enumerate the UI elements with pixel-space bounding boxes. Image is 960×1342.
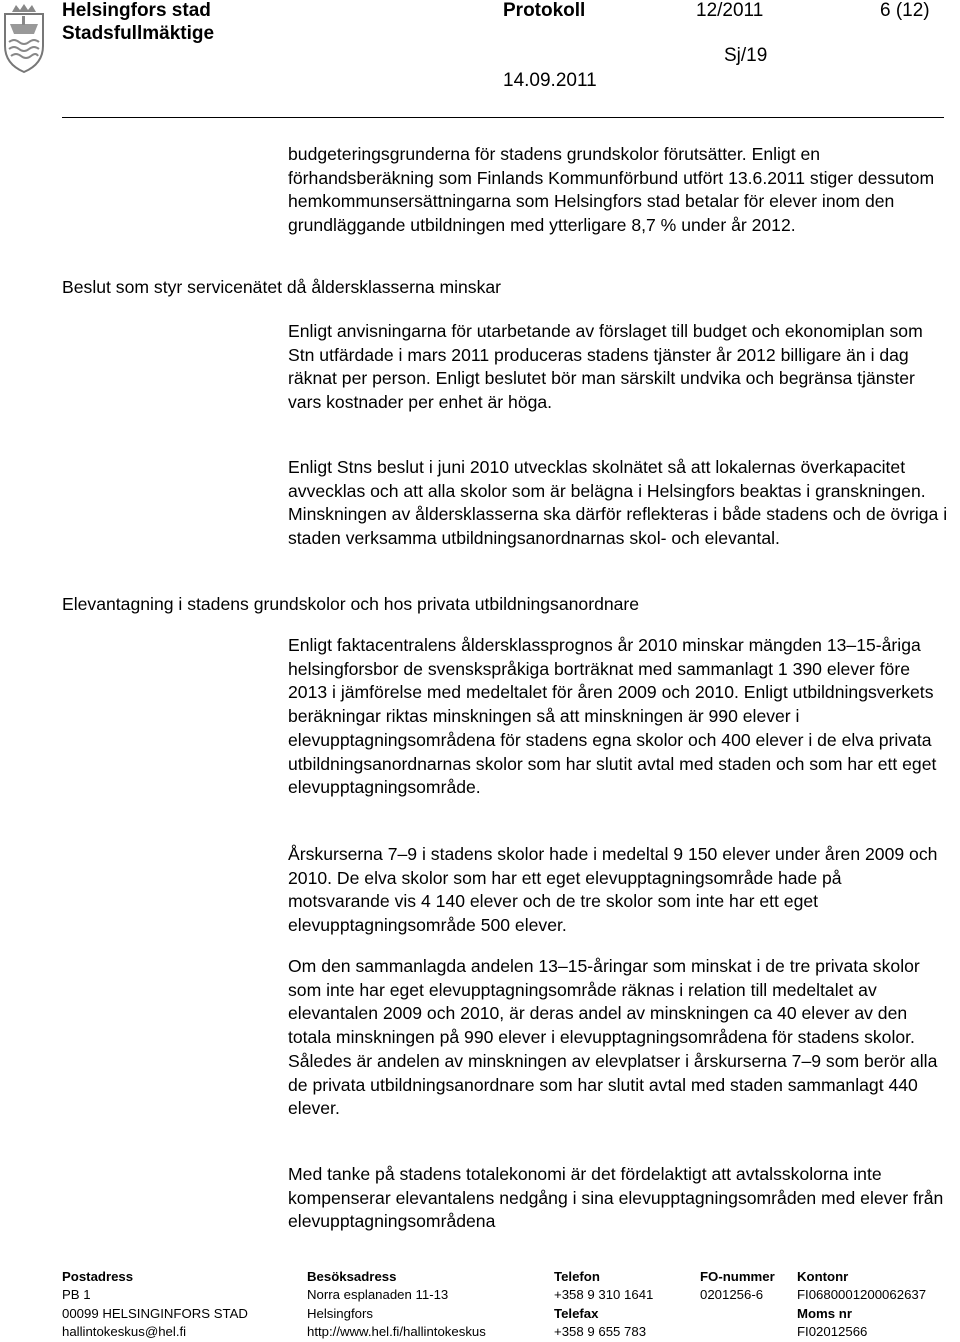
footer-value: PB 1 [62, 1287, 91, 1303]
footer-business-id [700, 1268, 775, 1305]
footer-value: +358 9 655 783 [554, 1324, 647, 1340]
org-name: Helsingfors stad [62, 0, 211, 21]
section-code: Sj/19 [724, 45, 768, 66]
footer-value: +358 9 310 1641 [554, 1287, 654, 1303]
footer-label: Besöksadress [307, 1269, 397, 1284]
document-type: Protokoll [503, 0, 586, 21]
footer-value: 00099 HELSINGINFORS STAD [62, 1305, 248, 1321]
footer-value: FI0680001200062637 [797, 1287, 927, 1303]
footer-label: FO-nummer [700, 1269, 775, 1284]
paragraph: Enligt anvisningarna för utarbetande av förslaget till budget och ekonomiplan som Stn utfärdade i mars 2011 produceras stadens tjänster år 2012 billigare än i dag räknat per person. Enligt beslutet bör man särskilt undvika och begränsa tjänster vars kostnader per enhet är höga. [288, 321, 923, 413]
footer-label: Postadress [62, 1269, 134, 1284]
paragraph: Enligt faktacentralens åldersklassprognos år 2010 minskar mängden 13–15-åriga helsingforsbor de svenskspråkiga borträknat med sammanlagt 1 390 elever före 2013 i jämförelse med medeltalet för åren 2009 och 2010. Enligt utbildningsverkets beräkningar riktas minskningen så att minskningen är 990 elever i elevupptagningsområdena för stadens egna skolor och 400 elever i de elva privata utbildningsanordnarnas skolor som har slutit avtal med staden och som har ett eget elevupptagningsområde. [288, 635, 937, 798]
footer-label: Kontonr [797, 1269, 849, 1284]
footer-value: Norra esplanaden 11-13 [307, 1287, 449, 1303]
document-number: 12/2011 [696, 0, 764, 21]
footer-visiting-address [307, 1268, 486, 1342]
city-crest-logo [2, 2, 46, 74]
body-name: Stadsfullmäktige [62, 23, 215, 44]
intro-paragraph: budgeteringsgrunderna för stadens grundskolor förutsätter. Enligt en förhandsberäkning som Finlands Kommunförbund utfört 13.6.2011 stiger dessutom hemkommunsersättningarna som Helsingfors stad betalar för elever inom den grundläggande utbildningen med ytterligare 8,7 % under år 2012. [288, 144, 935, 236]
footer-website: http://www.hel.fi/hallintokeskus [307, 1324, 486, 1340]
footer-email: hallintokeskus@hel.fi [62, 1324, 187, 1340]
section-heading: Beslut som styr servicenätet då åldersklasserna minskar [62, 277, 502, 297]
footer-label: Telefon [554, 1269, 600, 1284]
meeting-date: 14.09.2011 [503, 70, 597, 91]
paragraph: Enligt Stns beslut i juni 2010 utvecklas skolnätet så att lokalernas överkapacitet avvecklas och att alla skolor som är belägna i Helsingfors beaktas i granskningen. Minskningen av åldersklasserna ska därför reflekteras i både stadens och de övriga i staden verksamma utbildningsanordnarnas skol- och elevantal. [288, 457, 948, 549]
paragraph: Med tanke på stadens totalekonomi är det fördelaktigt att avtalsskolorna inte kompenserar elevantalens nedgång i sina elevupptagningsområden med elever från elevupptagningsområdena [288, 1164, 944, 1232]
footer-postal-address [62, 1268, 248, 1342]
footer-value: 0201256-6 [700, 1287, 764, 1303]
footer-value: Helsingfors [307, 1305, 373, 1321]
paragraph: Årskurserna 7–9 i stadens skolor hade i medeltal 9 150 elever under åren 2009 och 2010. De elva skolor som har ett eget elevupptagningsområde hade på motsvarande vis 4 140 elever och de tre skolor som inte har ett eget elevupptagningsområde 500 elever. [288, 844, 938, 936]
paragraph: Om den sammanlagda andelen 13–15-åringar som minskat i de tre privata skolor som inte har eget elevupptagningsområde räknas i relation till medeltalet av elevantalen 2009 och 2010, är deras andel av minskningen ca 40 elever av den totala minskningen på 990 elever i elevupptagningsområdena för stadens skolor. Således är andelen av minskningen av elevplatser i årskurserna 7–9 som berör alla de privata utbildningsanordnare som har slutit avtal med staden sammanlagt 440 elever. [288, 956, 938, 1119]
header-rule [62, 117, 944, 118]
footer-phone [554, 1268, 653, 1342]
section-heading: Elevantagning i stadens grundskolor och hos privata utbildningsanordnare [62, 594, 640, 614]
footer-value: FI02012566 [797, 1324, 868, 1340]
footer-label: Moms nr [797, 1305, 852, 1321]
footer-label: Telefax [554, 1305, 599, 1321]
footer-account [797, 1268, 926, 1342]
page-number: 6 (12) [880, 0, 930, 21]
